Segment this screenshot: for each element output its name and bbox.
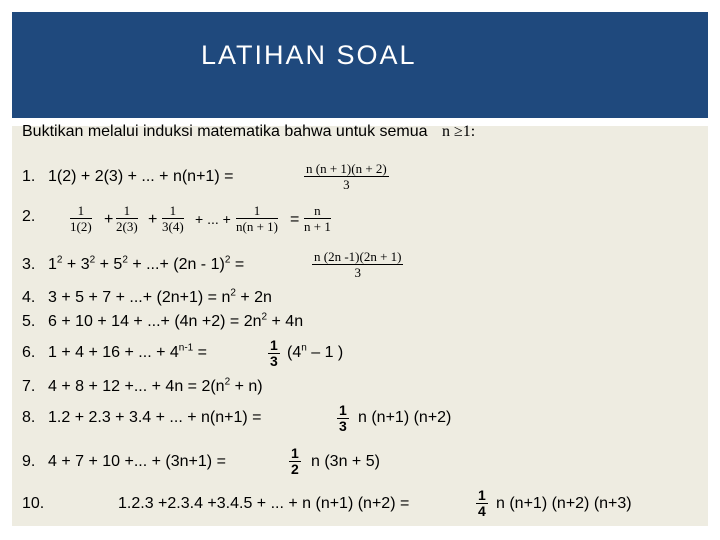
- problem-1-lhs: 1(2) + 2(3) + ... + n(n+1) =: [48, 168, 234, 185]
- problem-6-tail: (4$^n$ – 1 ): [287, 342, 344, 361]
- problem-1-fraction: $\frac{n (n + 1)(n + 2)}{3}$: [306, 161, 387, 192]
- problem-2-term-n: $\frac{1}{n(n + 1)}$: [236, 203, 278, 234]
- problem-3-fraction: $\frac{n (2n -1)(2n + 1)}{3}$: [314, 249, 402, 280]
- intro-sentence: Buktikan melalui induksi matematika bahwa untuk semua: [22, 123, 428, 140]
- intro-condition: n ≥1:: [442, 123, 476, 140]
- problem-10-fraction: 1 4: [478, 487, 486, 519]
- ellipsis: + ... +: [195, 211, 231, 227]
- problem-2-term-1: $\frac{1}{1(2)}$: [70, 203, 92, 234]
- problem-1: 1. 1(2) + 2(3) + ... + n(n+1) =: [22, 168, 234, 185]
- problem-7: 7. 4 + 8 + 12 +... + $4n = 2(n^2 + n)$: [22, 376, 263, 395]
- problem-4: 4. 3 + 5 + 7 + ...+ $(2n+1) = n^2 + 2n$: [22, 287, 272, 306]
- intro-text: [22, 123, 475, 141]
- problem-2: 2.: [22, 208, 36, 225]
- problem-9-fraction: 1 2: [291, 445, 299, 477]
- problem-8-fraction: 1 3: [339, 402, 347, 434]
- problem-10-lhs: 1.2.3 +2.3.4 +3.4.5 + ... + n (n+1) (n+2) =: [118, 495, 410, 512]
- problem-5: 5. 6 + 10 + 14 + ...+ $(4n +2) = 2n^2 + 4n$: [22, 311, 304, 330]
- problem-6-fraction: 1 3: [270, 337, 278, 369]
- equals-sign: =: [290, 211, 300, 228]
- problem-9-tail: n (3n + 5): [311, 453, 380, 470]
- problem-6: 6. 1 + 4 + 16 + ... + $4^{n-1}$ =: [22, 342, 208, 361]
- problem-2-term-2: $\frac{1}{2(3)}$: [116, 203, 138, 234]
- problem-10: 10.: [22, 495, 45, 512]
- problem-10-tail: n (n+1) (n+2) (n+3): [496, 495, 632, 512]
- plus-sign: +: [148, 211, 158, 228]
- plus-sign: +: [104, 211, 114, 228]
- slide-title: LATIHAN SOAL: [201, 40, 417, 70]
- problem-8: 8. 1.2 + 2.3 + 3.4 + ... + n(n+1) =: [22, 409, 262, 426]
- problem-2-result: $\frac{n}{n + 1}$: [304, 203, 331, 234]
- problem-9: 9. 4 + 7 + 10 +... + (3n+1) =: [22, 453, 226, 470]
- problem-2-term-3: $\frac{1}{3(4)}$: [162, 203, 184, 234]
- problem-3: 3. $1^2 + 3^2 + 5^2$ + ...+ (2n - 1)$^2$ =: [22, 254, 245, 273]
- problem-8-tail: n (n+1) (n+2): [358, 409, 452, 426]
